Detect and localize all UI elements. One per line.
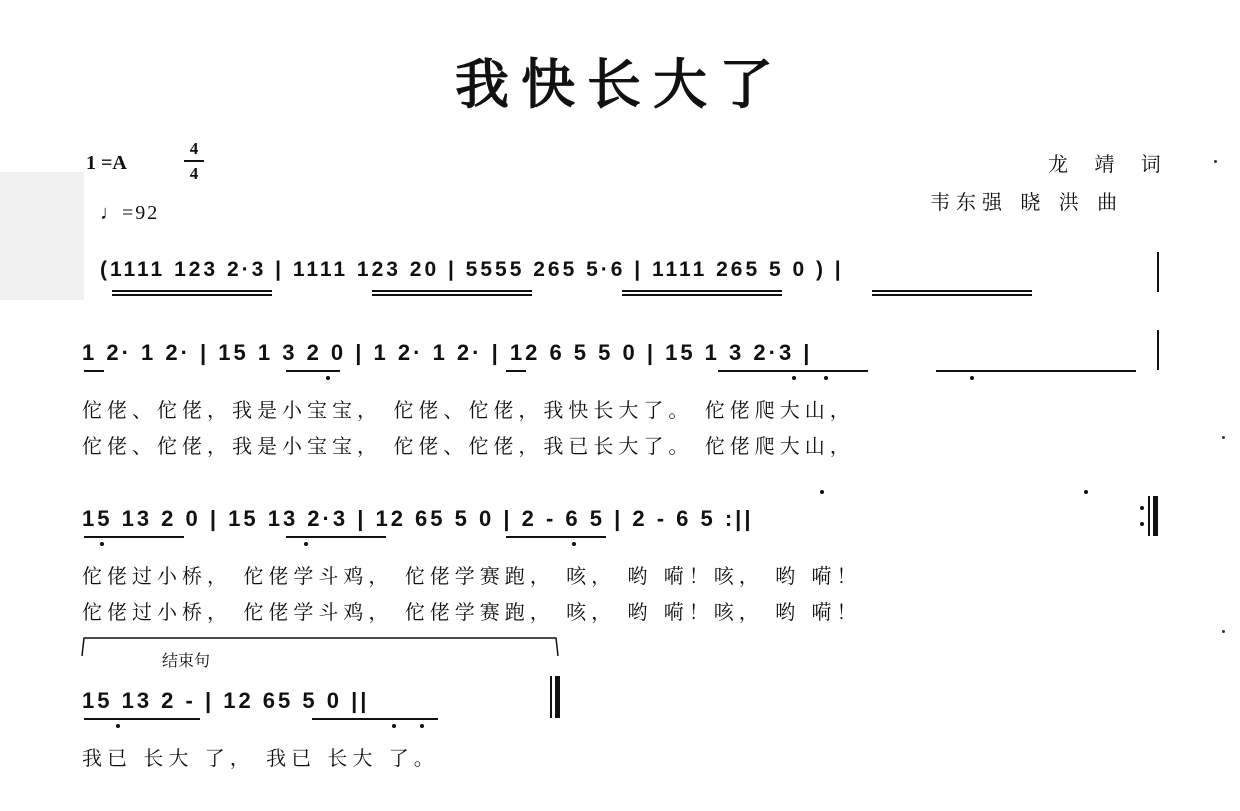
time-signature-line bbox=[184, 160, 204, 162]
final-barline bbox=[555, 676, 560, 718]
scan-speck bbox=[1222, 436, 1225, 439]
scan-speck bbox=[1222, 630, 1225, 633]
octave-dot bbox=[820, 490, 824, 494]
song-title: 我快长大了 bbox=[455, 53, 785, 116]
quarter-note-icon: ♩ bbox=[100, 202, 122, 224]
row2-lyrics-verse1: 佗佬过小桥， 佗佬学斗鸡， 佗佬学赛跑， 咳， 哟 嗬！咳， 哟 嗬！ bbox=[82, 564, 862, 588]
repeat-barline bbox=[1148, 496, 1150, 536]
note-underline bbox=[286, 536, 386, 538]
octave-dot bbox=[824, 376, 828, 380]
key-signature: 1 =A bbox=[86, 152, 127, 174]
row3-lyrics: 我已 长大 了， 我已 长大 了。 bbox=[82, 746, 439, 770]
intro-underline bbox=[372, 290, 532, 292]
row1-lyrics-verse1: 佗佬、佗佬，我是小宝宝， 佗佬、佗佬，我快长大了。 佗佬爬大山， bbox=[82, 398, 855, 422]
row2-notes: 15 13 2 0 | 15 13 2·3 | 12 65 5 0 | 2 - 6 5 | 2 - 6 5 :|| bbox=[82, 506, 754, 531]
barline bbox=[1157, 252, 1159, 292]
repeat-dot bbox=[1140, 506, 1144, 510]
row1-notes: 1 2· 1 2· | 15 1 3 2 0 | 1 2· 1 2· | 12 6 5 5 0 | 15 1 3 2·3 | bbox=[82, 340, 813, 365]
intro-underline bbox=[872, 290, 1032, 292]
octave-dot bbox=[970, 376, 974, 380]
barline bbox=[1157, 330, 1159, 370]
row3-notes: 15 13 2 - | 12 65 5 0 || bbox=[82, 688, 370, 713]
scan-speck bbox=[1214, 160, 1217, 163]
octave-dot bbox=[100, 542, 104, 546]
ending-label: 结束句 bbox=[162, 651, 211, 670]
row2-lyrics-verse2: 佗佬过小桥， 佗佬学斗鸡， 佗佬学赛跑， 咳， 哟 嗬！咳， 哟 嗬！ bbox=[82, 600, 862, 624]
time-signature-top: 4 bbox=[189, 139, 199, 158]
row1-lyrics-verse2: 佗佬、佗佬，我是小宝宝， 佗佬、佗佬，我已长大了。 佗佬爬大山， bbox=[82, 434, 855, 458]
note-underline bbox=[506, 370, 526, 372]
octave-dot bbox=[392, 724, 396, 728]
repeat-dot bbox=[1140, 522, 1144, 526]
note-underline bbox=[84, 718, 200, 720]
note-underline bbox=[312, 718, 438, 720]
intro-row: (1111 123 2·3 | 1111 123 20 | 5555 265 5·6 | 1111 265 5 0 ) | bbox=[100, 258, 844, 281]
note-underline bbox=[84, 370, 104, 372]
lyricist-credit: 龙 靖 词 bbox=[1048, 152, 1171, 176]
ending-bracket bbox=[80, 636, 564, 660]
octave-dot bbox=[792, 376, 796, 380]
octave-dot bbox=[326, 376, 330, 380]
note-underline bbox=[936, 370, 1136, 372]
intro-underline bbox=[372, 294, 532, 296]
tempo-value: =92 bbox=[122, 202, 160, 224]
octave-dot bbox=[304, 542, 308, 546]
intro-underline bbox=[112, 290, 272, 292]
final-barline bbox=[550, 676, 552, 718]
note-underline bbox=[506, 536, 606, 538]
octave-dot bbox=[420, 724, 424, 728]
intro-underline bbox=[622, 294, 782, 296]
intro-underline bbox=[112, 294, 272, 296]
time-signature bbox=[184, 140, 204, 182]
octave-dot bbox=[116, 724, 120, 728]
octave-dot bbox=[1084, 490, 1088, 494]
repeat-barline bbox=[1153, 496, 1158, 536]
note-underline bbox=[84, 536, 184, 538]
tempo-marking bbox=[100, 202, 159, 225]
intro-underline bbox=[622, 290, 782, 292]
time-signature-bottom: 4 bbox=[189, 164, 199, 183]
scan-margin bbox=[0, 172, 84, 300]
note-underline bbox=[718, 370, 868, 372]
composer-credit: 韦东强 晓 洪 曲 bbox=[930, 190, 1124, 214]
intro-underline bbox=[872, 294, 1032, 296]
note-underline bbox=[286, 370, 340, 372]
octave-dot bbox=[572, 542, 576, 546]
